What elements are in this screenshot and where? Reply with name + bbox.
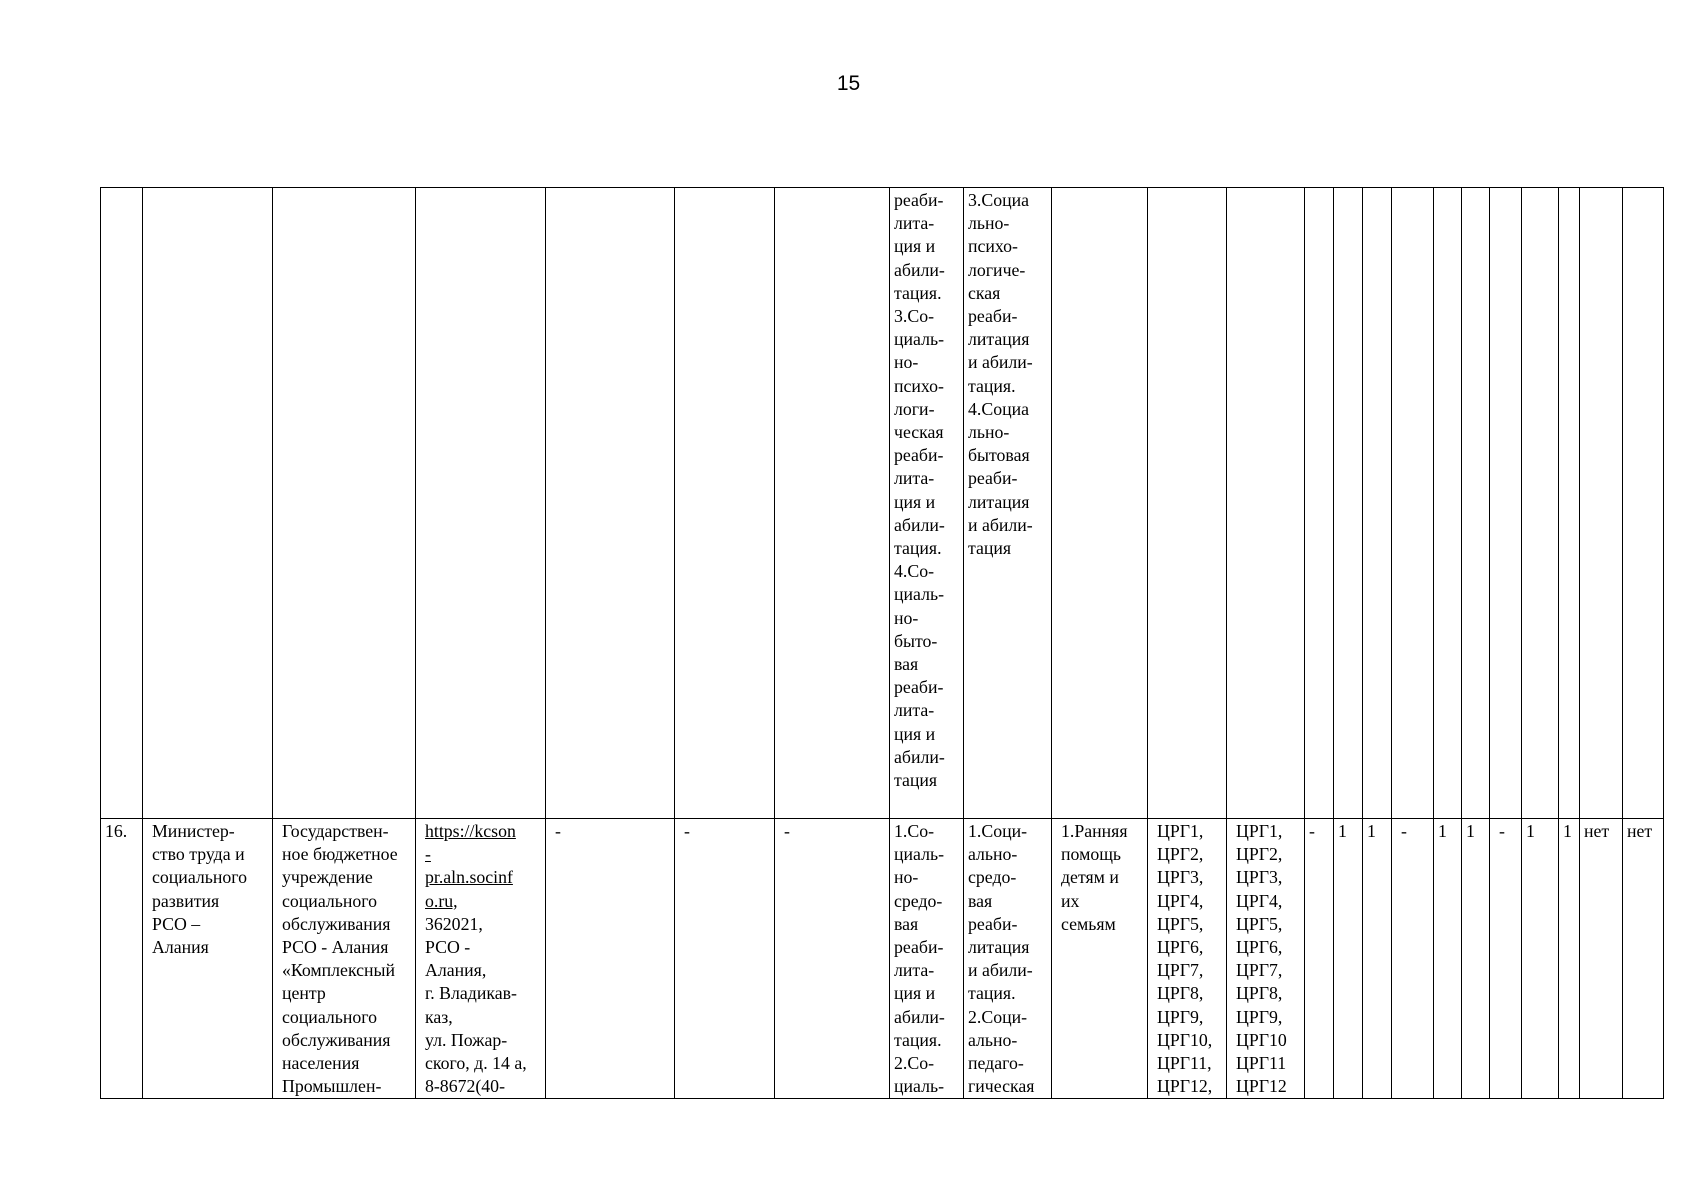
table-cell <box>1363 188 1392 819</box>
table-cell <box>1522 188 1559 819</box>
count-cell: - <box>1490 819 1522 1099</box>
ministry-text <box>152 820 269 959</box>
table-cell <box>1462 188 1490 819</box>
table-cell: - <box>546 819 675 1099</box>
table-cell <box>1623 188 1664 819</box>
count-cell: 1 <box>1434 819 1462 1099</box>
text-line: ЦРГ4, <box>1236 890 1283 911</box>
text-line: реаби- <box>968 913 1018 934</box>
text-line: льно- <box>968 422 1010 443</box>
text-line: ЦРГ12 <box>1236 1076 1287 1097</box>
text-line: но- <box>894 607 919 628</box>
table-cell: - <box>775 819 890 1099</box>
text-line: лита- <box>894 468 935 489</box>
rehab-kinds-text <box>894 820 962 1098</box>
text-line: лита- <box>894 213 935 234</box>
text-line: реаби- <box>894 677 944 698</box>
institution-text <box>282 820 412 1098</box>
table-cell <box>1580 188 1623 819</box>
text-line: ЦРГ8, <box>1157 983 1204 1004</box>
table-cell <box>1434 188 1462 819</box>
table-cell <box>1148 188 1227 819</box>
text-line: ЦРГ6, <box>1236 937 1283 958</box>
text-line: каз, <box>425 1006 453 1027</box>
text-line: вая <box>894 654 919 675</box>
text-line: тация. <box>894 538 942 559</box>
text-line: ская <box>968 282 1001 303</box>
text-line: 4.Со- <box>894 561 935 582</box>
text-line: https://kcson <box>425 821 516 841</box>
text-line: ЦРГ10 <box>1236 1029 1287 1050</box>
text-line: и абили- <box>968 352 1033 373</box>
rehab-services-text <box>968 189 1050 560</box>
count-cell: 1 <box>1462 819 1490 1099</box>
text-line: ция и <box>894 491 936 512</box>
text-line: ально- <box>968 1029 1018 1050</box>
text-line: реаби- <box>894 190 944 210</box>
text-line: 3.Социа <box>968 190 1030 210</box>
text-line: «Комплексный <box>282 960 396 981</box>
text-line: 362021, <box>425 913 483 934</box>
table-cell <box>546 188 675 819</box>
text-line: г. Владикав- <box>425 983 517 1004</box>
text-line: ЦРГ5, <box>1157 913 1204 934</box>
text-line: циаль- <box>894 844 944 865</box>
text-line: ЦРГ7, <box>1157 960 1204 981</box>
contacts-cell <box>416 819 546 1099</box>
text-line: реаби- <box>894 445 944 466</box>
table-cell <box>1334 188 1363 819</box>
text-line: детям и <box>1061 867 1119 888</box>
page-number: 15 <box>836 72 861 95</box>
text-line: гическая <box>968 1076 1035 1097</box>
text-line: циаль- <box>894 584 944 605</box>
text-line: o.ru, <box>425 890 458 911</box>
address-text <box>425 913 542 1099</box>
count-cell: 1 <box>1522 819 1559 1099</box>
text-line: педаго- <box>968 1053 1024 1074</box>
text-line: литация <box>968 329 1030 350</box>
text-line: ЦРГ4, <box>1157 890 1204 911</box>
text-line: ЦРГ9, <box>1157 1006 1204 1027</box>
text-line: тация <box>894 770 938 791</box>
count-cell: 1 <box>1334 819 1363 1099</box>
text-line: льно- <box>968 213 1010 234</box>
text-line: психо- <box>968 236 1018 257</box>
early-help-cell <box>1052 819 1148 1099</box>
text-line: реаби- <box>968 306 1018 327</box>
text-line: Алания, <box>425 960 487 981</box>
text-line: ция и <box>894 236 936 257</box>
text-line: тация. <box>894 282 942 303</box>
text-line: ЦРГ3, <box>1236 867 1283 888</box>
text-line: но- <box>894 352 919 373</box>
text-line: РСО - Алания <box>282 937 389 958</box>
text-line: тация. <box>968 375 1016 396</box>
text-line: и абили- <box>968 960 1033 981</box>
website-link[interactable] <box>425 820 542 913</box>
text-line: бытовая <box>968 445 1030 466</box>
text-line: и абили- <box>968 514 1033 535</box>
text-line: ул. Пожар- <box>425 1029 508 1050</box>
text-line: логи- <box>894 398 935 419</box>
text-line: вая <box>968 890 993 911</box>
flag-cell: нет <box>1580 819 1623 1099</box>
text-line: социального <box>282 890 377 911</box>
text-line: Промышлен- <box>282 1076 382 1097</box>
text-line: развития <box>152 890 220 911</box>
text-line: помощь <box>1061 844 1122 865</box>
text-line: реаби- <box>968 468 1018 489</box>
text-line: 4.Социа <box>968 398 1030 419</box>
text-line: социального <box>152 867 247 888</box>
text-line: 2.Со- <box>894 1053 935 1074</box>
text-line: реаби- <box>894 937 944 958</box>
text-line: ция и <box>894 723 936 744</box>
text-line: Министер- <box>152 821 235 841</box>
text-line: тация. <box>968 983 1016 1004</box>
text-line: лита- <box>894 960 935 981</box>
text-line: циаль- <box>894 1076 944 1097</box>
text-line: психо- <box>894 375 944 396</box>
text-line: литация <box>968 491 1030 512</box>
target-groups-text <box>1157 820 1223 1098</box>
text-line: ЦРГ2, <box>1236 844 1283 865</box>
text-line: быто- <box>894 630 938 651</box>
text-line: их <box>1061 890 1080 911</box>
text-line: ально- <box>968 844 1018 865</box>
text-line: - <box>425 844 431 865</box>
rehab-services-cell <box>964 188 1052 819</box>
text-line: обслуживания <box>282 913 391 934</box>
table-cell <box>143 188 273 819</box>
target-groups-text <box>1236 820 1301 1098</box>
text-line: 3.Со- <box>894 306 935 327</box>
text-line: населения <box>282 1053 360 1074</box>
table-cell <box>1559 188 1580 819</box>
target-groups-cell <box>1148 819 1227 1099</box>
rehab-kinds-cell <box>890 819 964 1099</box>
institution-cell <box>273 819 416 1099</box>
flag-cell: нет <box>1623 819 1664 1099</box>
text-line: ЦРГ3, <box>1157 867 1204 888</box>
rehab-services-cell <box>964 819 1052 1099</box>
table-cell <box>675 188 775 819</box>
table-row <box>101 188 1664 819</box>
text-line: тация. <box>894 1029 942 1050</box>
text-line: РСО - <box>425 937 471 958</box>
table-cell <box>1227 188 1305 819</box>
text-line: ЦРГ2, <box>1157 844 1204 865</box>
text-line: абили- <box>894 1006 945 1027</box>
table-cell <box>416 188 546 819</box>
table-cell <box>101 188 143 819</box>
text-line: абили- <box>894 746 945 767</box>
table-cell <box>775 188 890 819</box>
count-cell: - <box>1305 819 1334 1099</box>
count-cell: - <box>1392 819 1434 1099</box>
ministry-cell <box>143 819 273 1099</box>
text-line: ЦРГ1, <box>1157 821 1204 841</box>
row-number-cell: 16. <box>101 819 143 1099</box>
text-line: ЦРГ12, <box>1157 1076 1213 1097</box>
text-line: циаль- <box>894 329 944 350</box>
text-line: Государствен- <box>282 821 389 841</box>
table-cell <box>273 188 416 819</box>
text-line: учреждение <box>282 867 373 888</box>
text-line: абили- <box>894 514 945 535</box>
rehab-services-text <box>968 820 1050 1098</box>
text-line: средо- <box>894 890 943 911</box>
text-line: pr.aln.socinf <box>425 867 513 888</box>
text-line: ЦРГ8, <box>1236 983 1283 1004</box>
text-line: ство труда и <box>152 844 245 865</box>
rehab-kinds-text <box>894 189 962 792</box>
table-row <box>101 819 1664 1099</box>
text-line: ЦРГ11, <box>1157 1053 1212 1074</box>
text-line: 1.Ранняя <box>1061 821 1128 841</box>
text-line: ЦРГ1, <box>1236 821 1283 841</box>
target-groups-cell <box>1227 819 1305 1099</box>
text-line: литация <box>968 937 1030 958</box>
text-line: ЦРГ11 <box>1236 1053 1287 1074</box>
text-line: социального <box>282 1006 377 1027</box>
text-line: вая <box>894 913 919 934</box>
table-cell <box>1305 188 1334 819</box>
text-line: но- <box>894 867 919 888</box>
text-line: средо- <box>968 867 1017 888</box>
text-line: 8-8672(40- <box>425 1076 505 1097</box>
text-line: ческая <box>894 422 944 443</box>
text-line: абили- <box>894 259 945 280</box>
text-line: лита- <box>894 700 935 721</box>
count-cell: 1 <box>1559 819 1580 1099</box>
text-line: Алания <box>152 937 209 958</box>
text-line: ция и <box>894 983 936 1004</box>
text-line: логиче- <box>968 259 1026 280</box>
text-line: РСО – <box>152 913 201 934</box>
text-line: ского, д. 14 а, <box>425 1053 527 1074</box>
rehab-kinds-cell <box>890 188 964 819</box>
text-line: 1.Соци- <box>968 821 1028 841</box>
text-line: тация <box>968 538 1012 559</box>
text-line: ЦРГ6, <box>1157 937 1204 958</box>
text-line: ЦРГ5, <box>1236 913 1283 934</box>
text-line: обслуживания <box>282 1029 391 1050</box>
text-line: ЦРГ9, <box>1236 1006 1283 1027</box>
text-line: ЦРГ7, <box>1236 960 1283 981</box>
count-cell: 1 <box>1363 819 1392 1099</box>
table-cell <box>1392 188 1434 819</box>
table-cell <box>1490 188 1522 819</box>
table-cell: - <box>675 819 775 1099</box>
text-line: 1.Со- <box>894 821 935 841</box>
table-cell <box>1052 188 1148 819</box>
services-table <box>100 187 1664 1099</box>
text-line: ное бюджетное <box>282 844 398 865</box>
text-line: 2.Соци- <box>968 1006 1028 1027</box>
text-line: центр <box>282 983 326 1004</box>
text-line: семьям <box>1061 913 1116 934</box>
early-help-text <box>1061 820 1144 936</box>
text-line: ЦРГ10, <box>1157 1029 1213 1050</box>
